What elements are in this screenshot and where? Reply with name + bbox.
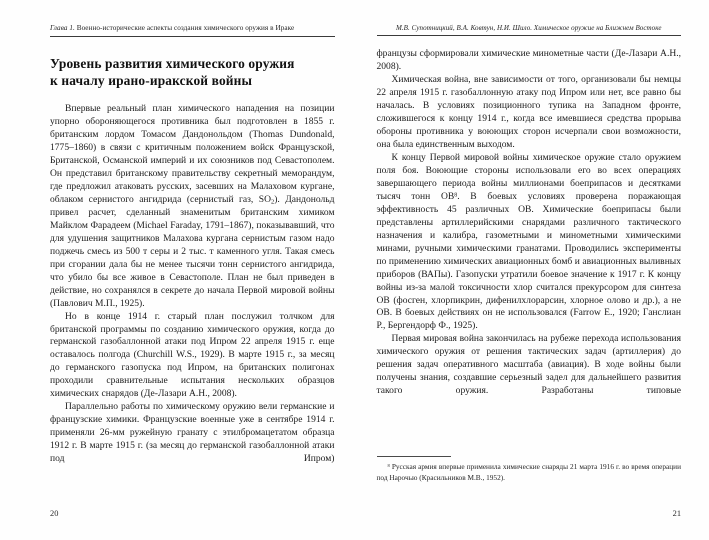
- page-title-line-1: Уровень развития химического оружия: [50, 55, 295, 71]
- paragraph: Впервые реальный план химического нападения на позиции упорно обороняющегося противника был подготовлен в 1855 г. британским лордом Томасом Дандонольдом (Thomas Dundonald, 1775–1860) в связи с критичным положением войск Французской, Британской, Османской империй и их союзников под Севастополем. Он представил британскому правительству секретный меморандум, где предложил атаковать русских, засевших на Малаховом кургане, облаком сернистого ангидрида (сернистый газ, $SO_2$). Дандонольд привел расчет, сделанный знаменитым британским химиком Майклом Фарадеем (Michael Faraday, 1791–1867), показывавший, что для удушения защитников Малахова кургана сернистым газом надо поджечь смесь из 500 т серы и 2 тыс. т каменного угля. Такая смесь при сгорании дала бы не менее тысячи тонн сернистого ангидрида, что убило бы все живое в Севастополе. План не был приведен в действие, но сохранялся в секрете до начала Первой мировой войны (Павлович М.П., 1925).: [50, 103, 335, 309]
- page-title-line-2: к началу ирано-иракской войны: [50, 73, 253, 89]
- paragraph: Но в конце 1914 г. старый план послужил толчком для британской программы по созданию химического оружия, когда до германской газобаллонной атаки под Ипром 22 апреля 1915 г. еще оставалось полгода (Churchill W.S., 1929). В марте 1915 г., за месяц до германского газопуска под Ипром, на британских полигонах проходили сравнительные испытания нескольких образцов химических снарядов (Де-Лазари А.Н., 2008).: [50, 310, 335, 400]
- body-column-left: [50, 103, 335, 466]
- footnote: [377, 456, 682, 484]
- paragraph: Первая мировая война закончилась на рубеже перехода использования химического оружия от решения тактических задач (артиллерия) до решения задач оперативного масштаба (авиация). В ходе войны были получены знания, создавшие серьезный задел для дальнейшего развития такого оружия. Разработаны типовые: [376, 333, 681, 397]
- running-head-left: [50, 24, 335, 37]
- running-head-left-text: Военно-исторические аспекты создания химического оружия в Ираке: [74, 24, 295, 32]
- paragraph: Химическая война, вне зависимости от того, организовали бы немцы 22 апреля 1915 г. газобаллонную атаку под Ипром или нет, все равно бы началась. В условиях позиционного тупика на Западном фронте, сложившегося к концу 1914 г., когда все имевшиеся средства прорыва обороны противника у воюющих сторон исчерпали свои возможности, она была единственным выходом.: [376, 74, 681, 151]
- footnote-separator-rule: [377, 456, 451, 457]
- page-number-right: 21: [672, 509, 681, 518]
- page-right: [355, 0, 709, 540]
- paragraph: французы сформировали химические минометные части (Де-Лазари А.Н., 2008).: [376, 48, 681, 73]
- paragraph: К концу Первой мировой войны химическое оружие стало оружием поля боя. Воюющие стороны использовали его во всех операциях завершающего периода войны миллионами боеприпасов и десятками тысяч тонн $ОВ^8$. В боевых условиях проверена поражающая эффективность 45 различных ОВ. Химические боеприпасы были представлены артиллерийскими снарядами различного тактического назначения и калибра, газометными и минометными химическими минами, ручными химическими гранатами. Проводились эксперименты по применению химических авиационных бомб и авиационных выливных приборов (ВАПы). Газопуски утратили боевое значение к 1917 г. К концу войны из-за малой токсичности хлор считался прекурсором для синтеза ОВ (фосген, хлорпикрин, дифенилхлорарсин, хлорное олово и др.), а не ОВ. В боевых действиях он не использовался (Farrow E., 1920; Ганслиан Р., Бергендорф Ф., 1925).: [376, 152, 682, 332]
- footnote-text: $^8$ Русская армия впервые применила химические снаряды 21 марта 1916 г. во время операции под Нарочью (Красильников М.В., 1952).: [376, 462, 681, 483]
- page-title: [50, 55, 335, 90]
- running-head-chapter-label: Глава 1.: [50, 24, 75, 32]
- body-column-right: [377, 48, 682, 398]
- page-number-left: 20: [50, 509, 59, 518]
- paragraph: Параллельно работы по химическому оружию вели германские и французские химики. Французские военные уже в сентябре 1914 г. применяли 26-мм ружейную гранату с этилбромацетатом образца 1912 г. В марте 1915 г. (за месяц до германской газобаллонной атаки под Ипром): [50, 401, 335, 465]
- running-head-right: М.В. Супотницкий, В.А. Ковтун, Н.И. Шило. Химическое оружие на Ближнем Востоке: [377, 24, 682, 36]
